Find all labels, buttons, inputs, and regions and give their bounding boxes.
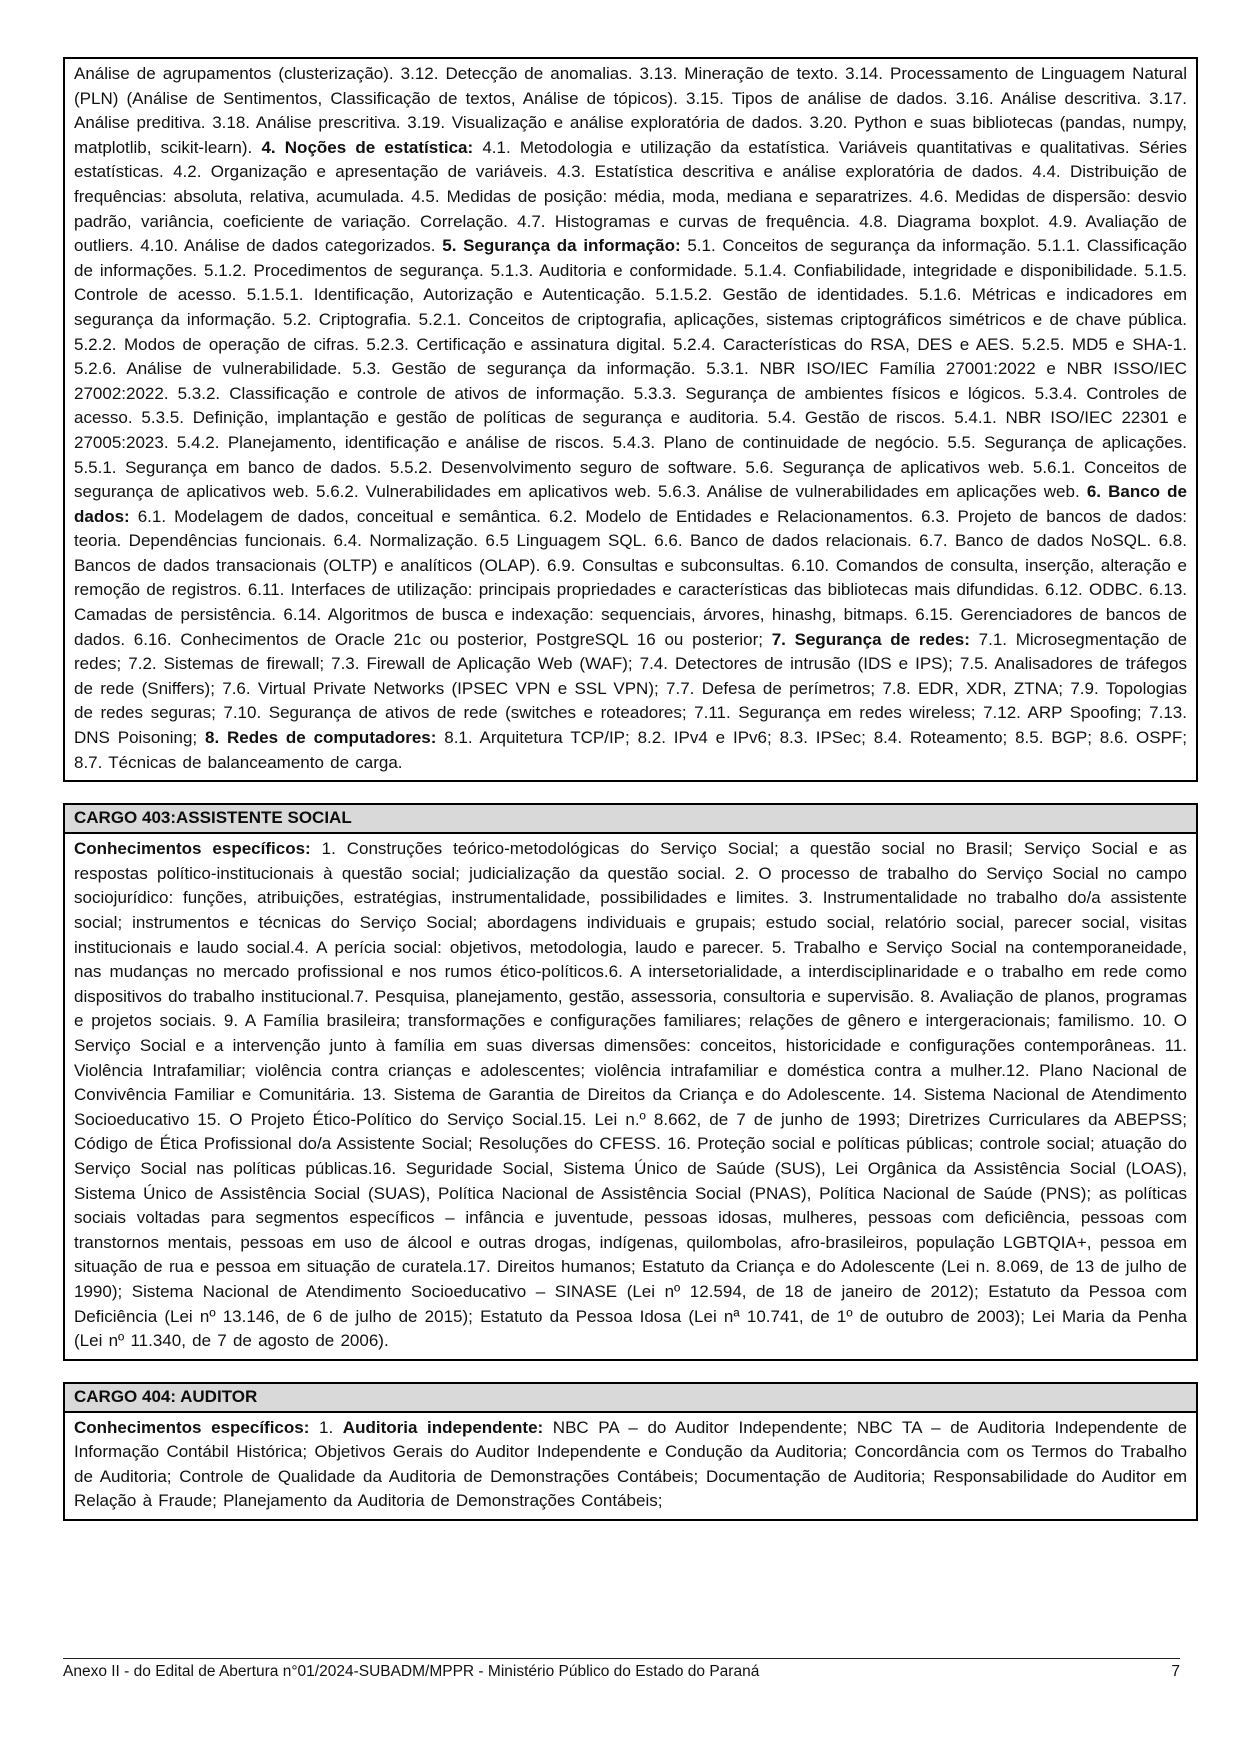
page-number: 7 — [1171, 1663, 1180, 1680]
syllabus-continuation-block — [63, 57, 1198, 782]
cargo-403-section — [63, 803, 1198, 1360]
cargo-403-body — [63, 834, 1198, 1360]
document-page — [63, 57, 1198, 1521]
page-footer — [63, 1658, 1180, 1681]
cargo-404-header: CARGO 404: AUDITOR — [63, 1382, 1198, 1413]
cargo-403-header: CARGO 403:ASSISTENTE SOCIAL — [63, 803, 1198, 834]
cargo-404-body — [63, 1413, 1198, 1521]
footer-text: Anexo II - do Edital de Abertura n°01/2024-SUBADM/MPPR - Ministério Público do Estado do Paraná — [63, 1663, 760, 1680]
cargo-403-text: Conhecimentos específicos: 1. Construções teórico-metodológicas do Serviço Social; a questão social no Brasil; Serviço Social e as respostas político-institucionais à questão social; judicialização da questão social. 2. O processo de trabalho do Serviço Social no campo sociojurídico: funções, atribuições, estratégias, instrumentalidade, possibilidades e limites. 3. Instrumentalidade no trabalho do/a assistente social; instrumentos e técnicas do Serviço Social; abordagens individuais e grupais; estudo social, relatório social, parecer social, visitas institucionais e laudo social.4. A perícia social: objetivos, metodologia, laudo e parecer. 5. Trabalho e Serviço Social na contemporaneidade, nas mudanças no mercado profissional e nos rumos ético-políticos.6. A intersetorialidade, a interdisciplinaridade e o trabalho em rede como dispositivos do trabalho institucional.7. Pesquisa, planejamento, gestão, assessoria, consultoria e supervisão. 8. Avaliação de planos, programas e projetos sociais. 9. A Família brasileira; transformações e configurações familiares; relações de gênero e intergeracionais; familismo. 10. O Serviço Social e a intervenção junto à família em suas diversas dimensões: conceitos, historicidade e configurações contemporâneas. 11. Violência Intrafamiliar; violência contra crianças e adolescentes; violência intrafamiliar e doméstica contra a mulher.12. Plano Nacional de Convivência Familiar e Comunitária. 13. Sistema de Garantia de Direitos da Criança e do Adolescente. 14. Sistema Nacional de Atendimento Socioeducativo 15. O Projeto Ético-Político do Serviço Social.15. Lei n.º 8.662, de 7 de junho de 1993; Diretrizes Curriculares da ABEPSS; Código de Ética Profissional do/a Assistente Social; Resoluções do CFESS. 16. Proteção social e políticas públicas; controle social; atuação do Serviço Social nas políticas públicas.16. Seguridade Social, Sistema Único de Saúde (SUS), Lei Orgânica da Assistência Social (LOAS), Sistema Único de Assistência Social (SUAS), Política Nacional de Assistência Social (PNAS), Política Nacional de Saúde (PNS); as políticas sociais voltadas para segmentos específicos – infância e juventude, pessoas idosas, mulheres, pessoas com deficiência, pessoas com transtornos mentais, pessoas em uso de álcool e outras drogas, indígenas, quilombolas, afro-brasileiros, população LGBTQIA+, pessoa em situação de rua e pessoa em situação de curatela.17. Direitos humanos; Estatuto da Criança e do Adolescente (Lei n. 8.069, de 13 de julho de 1990); Sistema Nacional de Atendimento Socioeducativo – SINASE (Lei nº 12.594, de 18 de janeiro de 2012); Estatuto da Pessoa com Deficiência (Lei nº 13.146, de 6 de julho de 2015); Estatuto da Pessoa Idosa (Lei nª 10.741, de 1º de outubro de 2003); Lei Maria da Penha (Lei nº 11.340, de 7 de agosto de 2006). — [74, 839, 1187, 1351]
syllabus-continuation-text: Análise de agrupamentos (clusterização). 3.12. Detecção de anomalias. 3.13. Mineração de texto. 3.14. Processamento de Linguagem Natural (PLN) (Análise de Sentimentos, Classificação de textos, Análise de tópicos). 3.15. Tipos de análise de dados. 3.16. Análise descritiva. 3.17. Análise preditiva. 3.18. Análise prescritiva. 3.19. Visualização e análise exploratória de dados. 3.20. Python e suas bibliotecas (pandas, numpy, matplotlib, scikit-learn). 4. Noções de estatística: 4.1. Metodologia e utilização da estatística. Variáveis quantitativas e qualitativas. Séries estatísticas. 4.2. Organização e apresentação de variáveis. 4.3. Estatística descritiva e análise exploratória de dados. 4.4. Distribuição de frequências: absoluta, relativa, acumulada. 4.5. Medidas de posição: média, moda, mediana e separatrizes. 4.6. Medidas de dispersão: desvio padrão, variância, coeficiente de variação. Correlação. 4.7. Histogramas e curvas de frequência. 4.8. Diagrama boxplot. 4.9. Avaliação de outliers. 4.10. Análise de dados categorizados. 5. Segurança da informação: 5.1. Conceitos de segurança da informação. 5.1.1. Classificação de informações. 5.1.2. Procedimentos de segurança. 5.1.3. Auditoria e conformidade. 5.1.4. Confiabilidade, integridade e disponibilidade. 5.1.5. Controle de acesso. 5.1.5.1. Identificação, Autorização e Autenticação. 5.1.5.2. Gestão de identidades. 5.1.6. Métricas e indicadores em segurança da informação. 5.2. Criptografia. 5.2.1. Conceitos de criptografia, aplicações, sistemas criptográficos simétricos e de chave pública. 5.2.2. Modos de operação de cifras. 5.2.3. Certificação e assinatura digital. 5.2.4. Características do RSA, DES e AES. 5.2.5. MD5 e SHA-1. 5.2.6. Análise de vulnerabilidade. 5.3. Gestão de segurança da informação. 5.3.1. NBR ISO/IEC Família 27001:2022 e NBR ISSO/IEC 27002:2022. 5.3.2. Classificação e controle de ativos de informação. 5.3.3. Segurança de ambientes físicos e lógicos. 5.3.4. Controles de acesso. 5.3.5. Definição, implantação e gestão de políticas de segurança e auditoria. 5.4. Gestão de riscos. 5.4.1. NBR ISO/IEC 22301 e 27005:2023. 5.4.2. Planejamento, identificação e análise de riscos. 5.4.3. Plano de continuidade de negócio. 5.5. Segurança de aplicações. 5.5.1. Segurança em banco de dados. 5.5.2. Desenvolvimento seguro de software. 5.6. Segurança de aplicativos web. 5.6.1. Conceitos de segurança de aplicativos web. 5.6.2. Vulnerabilidades em aplicativos web. 5.6.3. Análise de vulnerabilidades em aplicações web. 6. Banco de dados: 6.1. Modelagem de dados, conceitual e semântica. 6.2. Modelo de Entidades e Relacionamentos. 6.3. Projeto de bancos de dados: teoria. Dependências funcionais. 6.4. Normalização. 6.5 Linguagem SQL. 6.6. Banco de dados relacionais. 6.7. Banco de dados NoSQL. 6.8. Bancos de dados transacionais (OLTP) e analíticos (OLAP). 6.9. Consultas e subconsultas. 6.10. Comandos de consulta, inserção, alteração e remoção de registros. 6.11. Interfaces de utilização: principais propriedades e características das bibliotecas mais difundidas. 6.12. ODBC. 6.13. Camadas de persistência. 6.14. Algoritmos de busca e indexação: sequenciais, árvores, hinashg, bitmaps. 6.15. Gerenciadores de bancos de dados. 6.16. Conhecimentos de Oracle 21c ou posterior, PostgreSQL 16 ou posterior; 7. Segurança de redes: 7.1. Microsegmentação de redes; 7.2. Sistemas de firewall; 7.3. Firewall de Aplicação Web (WAF); 7.4. Detectores de intrusão (IDS e IPS); 7.5. Analisadores de tráfegos de rede (Sniffers); 7.6. Virtual Private Networks (IPSEC VPN e SSL VPN); 7.7. Defesa de perímetros; 7.8. EDR, XDR, ZTNA; 7.9. Topologias de redes seguras; 7.10. Segurança de ativos de rede (switches e roteadores; 7.11. Segurança em redes wireless; 7.12. ARP Spoofing; 7.13. DNS Poisoning; 8. Redes de computadores: 8.1. Arquitetura TCP/IP; 8.2. IPv4 e IPv6; 8.3. IPSec; 8.4. Roteamento; 8.5. BGP; 8.6. OSPF; 8.7. Técnicas de balanceamento de carga. — [74, 64, 1188, 772]
cargo-404-section — [63, 1382, 1198, 1521]
cargo-404-text: Conhecimentos específicos: 1. Auditoria independente: NBC PA – do Auditor Independente; NBC TA – de Auditoria Independente de Informação Contábil Histórica; Objetivos Gerais do Auditor Independente e Condução da Auditoria; Concordância com os Termos do Trabalho de Auditoria; Controle de Qualidade da Auditoria de Demonstrações Contábeis; Documentação de Auditoria; Responsabilidade do Auditor em Relação à Fraude; Planejamento da Auditoria de Demonstrações Contábeis; — [74, 1417, 1188, 1511]
